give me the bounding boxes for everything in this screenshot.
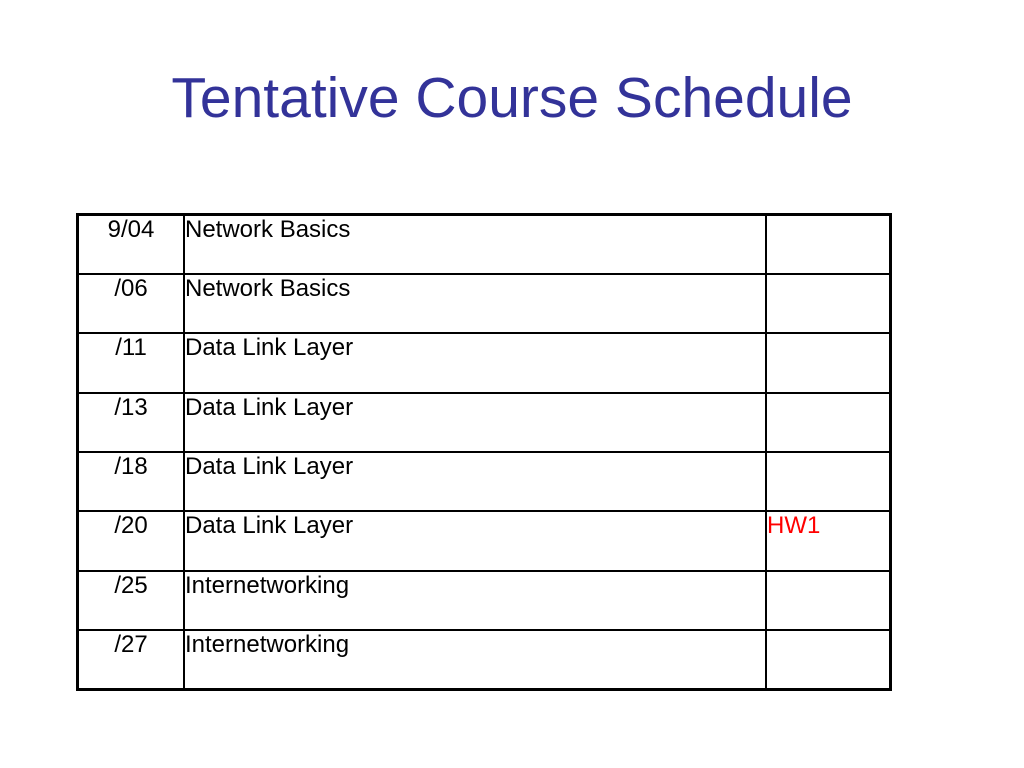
date-cell: /20 [78,511,185,570]
note-cell [766,452,891,511]
date-cell: /06 [78,274,185,333]
note-cell [766,571,891,630]
table-row [78,452,891,511]
topic-cell: Data Link Layer [184,333,766,392]
date-cell: /18 [78,452,185,511]
table-row [78,571,891,630]
table-row [78,393,891,452]
topic-cell: Internetworking [184,571,766,630]
note-cell [766,274,891,333]
note-cell [766,333,891,392]
note-cell [766,215,891,274]
slide-title: Tentative Course Schedule [171,66,853,130]
topic-cell: Internetworking [184,630,766,689]
table-row [78,333,891,392]
table-row [78,215,891,274]
date-cell: /25 [78,571,185,630]
date-cell: /13 [78,393,185,452]
table-row [78,274,891,333]
date-cell: /27 [78,630,185,689]
table-row [78,630,891,689]
homework-badge: HW1 [766,511,891,570]
topic-cell: Data Link Layer [184,393,766,452]
topic-cell: Network Basics [184,215,766,274]
note-cell [766,630,891,689]
topic-cell: Network Basics [184,274,766,333]
table-row [78,511,891,570]
date-cell: /11 [78,333,185,392]
schedule-table [76,213,892,691]
topic-cell: Data Link Layer [184,452,766,511]
note-cell [766,393,891,452]
topic-cell: Data Link Layer [184,511,766,570]
date-cell: 9/04 [78,215,185,274]
